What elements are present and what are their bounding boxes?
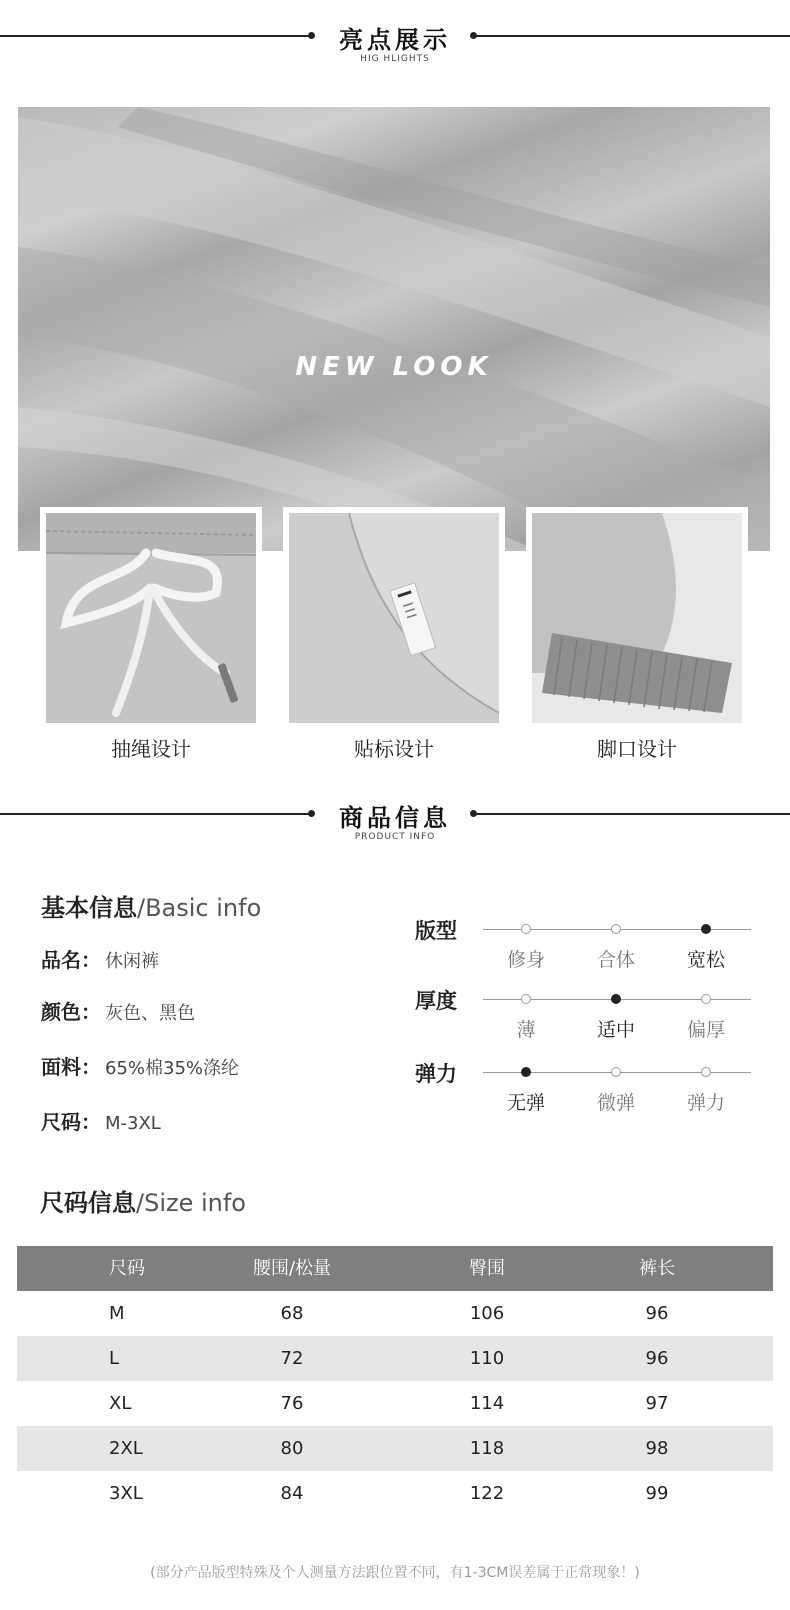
- highlights-title: 亮点展示: [339, 26, 451, 54]
- footer-note: (部分产品版型特殊及个人测量方法跟位置不同，有1-3CM误差属于正常现象！): [150, 1565, 640, 1581]
- info-key: 尺码：: [41, 1110, 101, 1134]
- info-row-color: [41, 996, 195, 1025]
- fabric-folds: [18, 107, 770, 551]
- table-cell: 80: [280, 1438, 304, 1459]
- hero-fabric-image: [18, 107, 770, 551]
- product-info-title: 商品信息: [339, 804, 451, 832]
- attr-option: 无弹: [506, 1092, 545, 1114]
- table-cell: 76: [280, 1393, 304, 1414]
- table-row: [17, 1336, 773, 1381]
- attr-marker: [701, 1067, 711, 1077]
- info-row-fabric: [41, 1051, 239, 1080]
- table-header-row: [17, 1246, 773, 1291]
- table-cell: 2XL: [109, 1438, 143, 1459]
- size-info-heading-en: /Size info: [136, 1189, 246, 1217]
- attr-marker: [701, 994, 711, 1004]
- table-cell: 68: [280, 1303, 304, 1324]
- table-cell: M: [109, 1303, 125, 1324]
- table-cell: 106: [469, 1303, 505, 1324]
- table-cell: 96: [645, 1348, 669, 1369]
- basic-info-heading: [41, 888, 261, 923]
- info-value: 灰色、黑色: [105, 1003, 195, 1024]
- product-info-subtitle: PRODUCT INFO: [354, 832, 436, 842]
- table-cell: 96: [645, 1303, 669, 1324]
- table-header-cell: 腰围/松量: [252, 1258, 332, 1279]
- table-row: [17, 1381, 773, 1426]
- attr-marker: [701, 924, 711, 934]
- drawstring-image: [46, 513, 256, 723]
- cuff-image: [532, 513, 742, 723]
- attr-label: 弹力: [415, 1062, 457, 1086]
- basic-info-heading-cn: 基本信息: [41, 894, 137, 922]
- info-value: M-3XL: [105, 1113, 161, 1134]
- table-row: [17, 1291, 773, 1336]
- table-row: [17, 1426, 773, 1471]
- label-image: [289, 513, 499, 723]
- table-cell: 110: [469, 1348, 505, 1369]
- attr-option: 弹力: [686, 1092, 725, 1114]
- attr-fit: [415, 915, 755, 975]
- table-row: [17, 1471, 773, 1516]
- table-cell: 97: [645, 1393, 669, 1414]
- table-cell: 3XL: [109, 1483, 143, 1504]
- table-cell: 122: [469, 1483, 505, 1504]
- info-value: 休闲裤: [105, 951, 159, 972]
- table-cell: 99: [645, 1483, 669, 1504]
- attr-elasticity: [415, 1058, 755, 1118]
- attr-option: 适中: [596, 1019, 635, 1041]
- attr-option: 合体: [596, 949, 635, 971]
- attr-marker: [521, 924, 531, 934]
- highlights-title-bar: [0, 20, 790, 80]
- detail-card-label: [283, 507, 505, 729]
- hero-brand-text: NEW LOOK: [295, 352, 493, 382]
- table-header-cell: 裤长: [639, 1258, 675, 1279]
- product-info-title-bar: [0, 798, 790, 858]
- table-cell: 114: [469, 1393, 505, 1414]
- table-cell: 98: [645, 1438, 669, 1459]
- attr-marker: [611, 994, 621, 1004]
- attr-option: 薄: [516, 1019, 536, 1041]
- table-cell: L: [109, 1348, 120, 1369]
- info-key: 颜色：: [41, 1000, 101, 1024]
- size-info-heading: [40, 1183, 246, 1218]
- table-cell: 84: [280, 1483, 304, 1504]
- info-value: 65%棉35%涤纶: [105, 1058, 240, 1079]
- highlights-subtitle: HIG HLIGHTS: [360, 54, 430, 64]
- info-row-size: [41, 1106, 161, 1135]
- detail-card-cuff: [526, 507, 748, 729]
- table-cell: 72: [280, 1348, 304, 1369]
- info-key: 品名：: [41, 948, 101, 972]
- attr-marker: [611, 1067, 621, 1077]
- table-header-cell: 臀围: [469, 1258, 505, 1279]
- basic-info-heading-en: /Basic info: [137, 894, 262, 922]
- info-row-name: [41, 944, 159, 973]
- attr-label: 厚度: [415, 989, 457, 1013]
- detail-caption-drawstring: 抽绳设计: [111, 737, 191, 761]
- size-info-heading-cn: 尺码信息: [40, 1189, 136, 1217]
- info-key: 面料：: [41, 1055, 101, 1079]
- table-header-cell: 尺码: [109, 1258, 145, 1279]
- detail-caption-cuff: 脚口设计: [597, 737, 677, 761]
- attr-marker: [611, 924, 621, 934]
- detail-card-drawstring: [40, 507, 262, 729]
- divider-line-right: [476, 813, 790, 815]
- attr-marker: [521, 994, 531, 1004]
- attr-option: 修身: [506, 949, 545, 971]
- attr-option: 宽松: [686, 949, 725, 971]
- detail-caption-label: 贴标设计: [354, 737, 434, 761]
- size-table: [17, 1246, 773, 1516]
- table-cell: XL: [109, 1393, 132, 1414]
- attr-marker: [521, 1067, 531, 1077]
- attr-label: 版型: [415, 919, 457, 943]
- attr-option: 偏厚: [686, 1019, 725, 1041]
- divider-line-right: [476, 35, 790, 37]
- attr-thickness: [415, 985, 755, 1045]
- table-cell: 118: [469, 1438, 505, 1459]
- attr-option: 微弹: [596, 1092, 635, 1114]
